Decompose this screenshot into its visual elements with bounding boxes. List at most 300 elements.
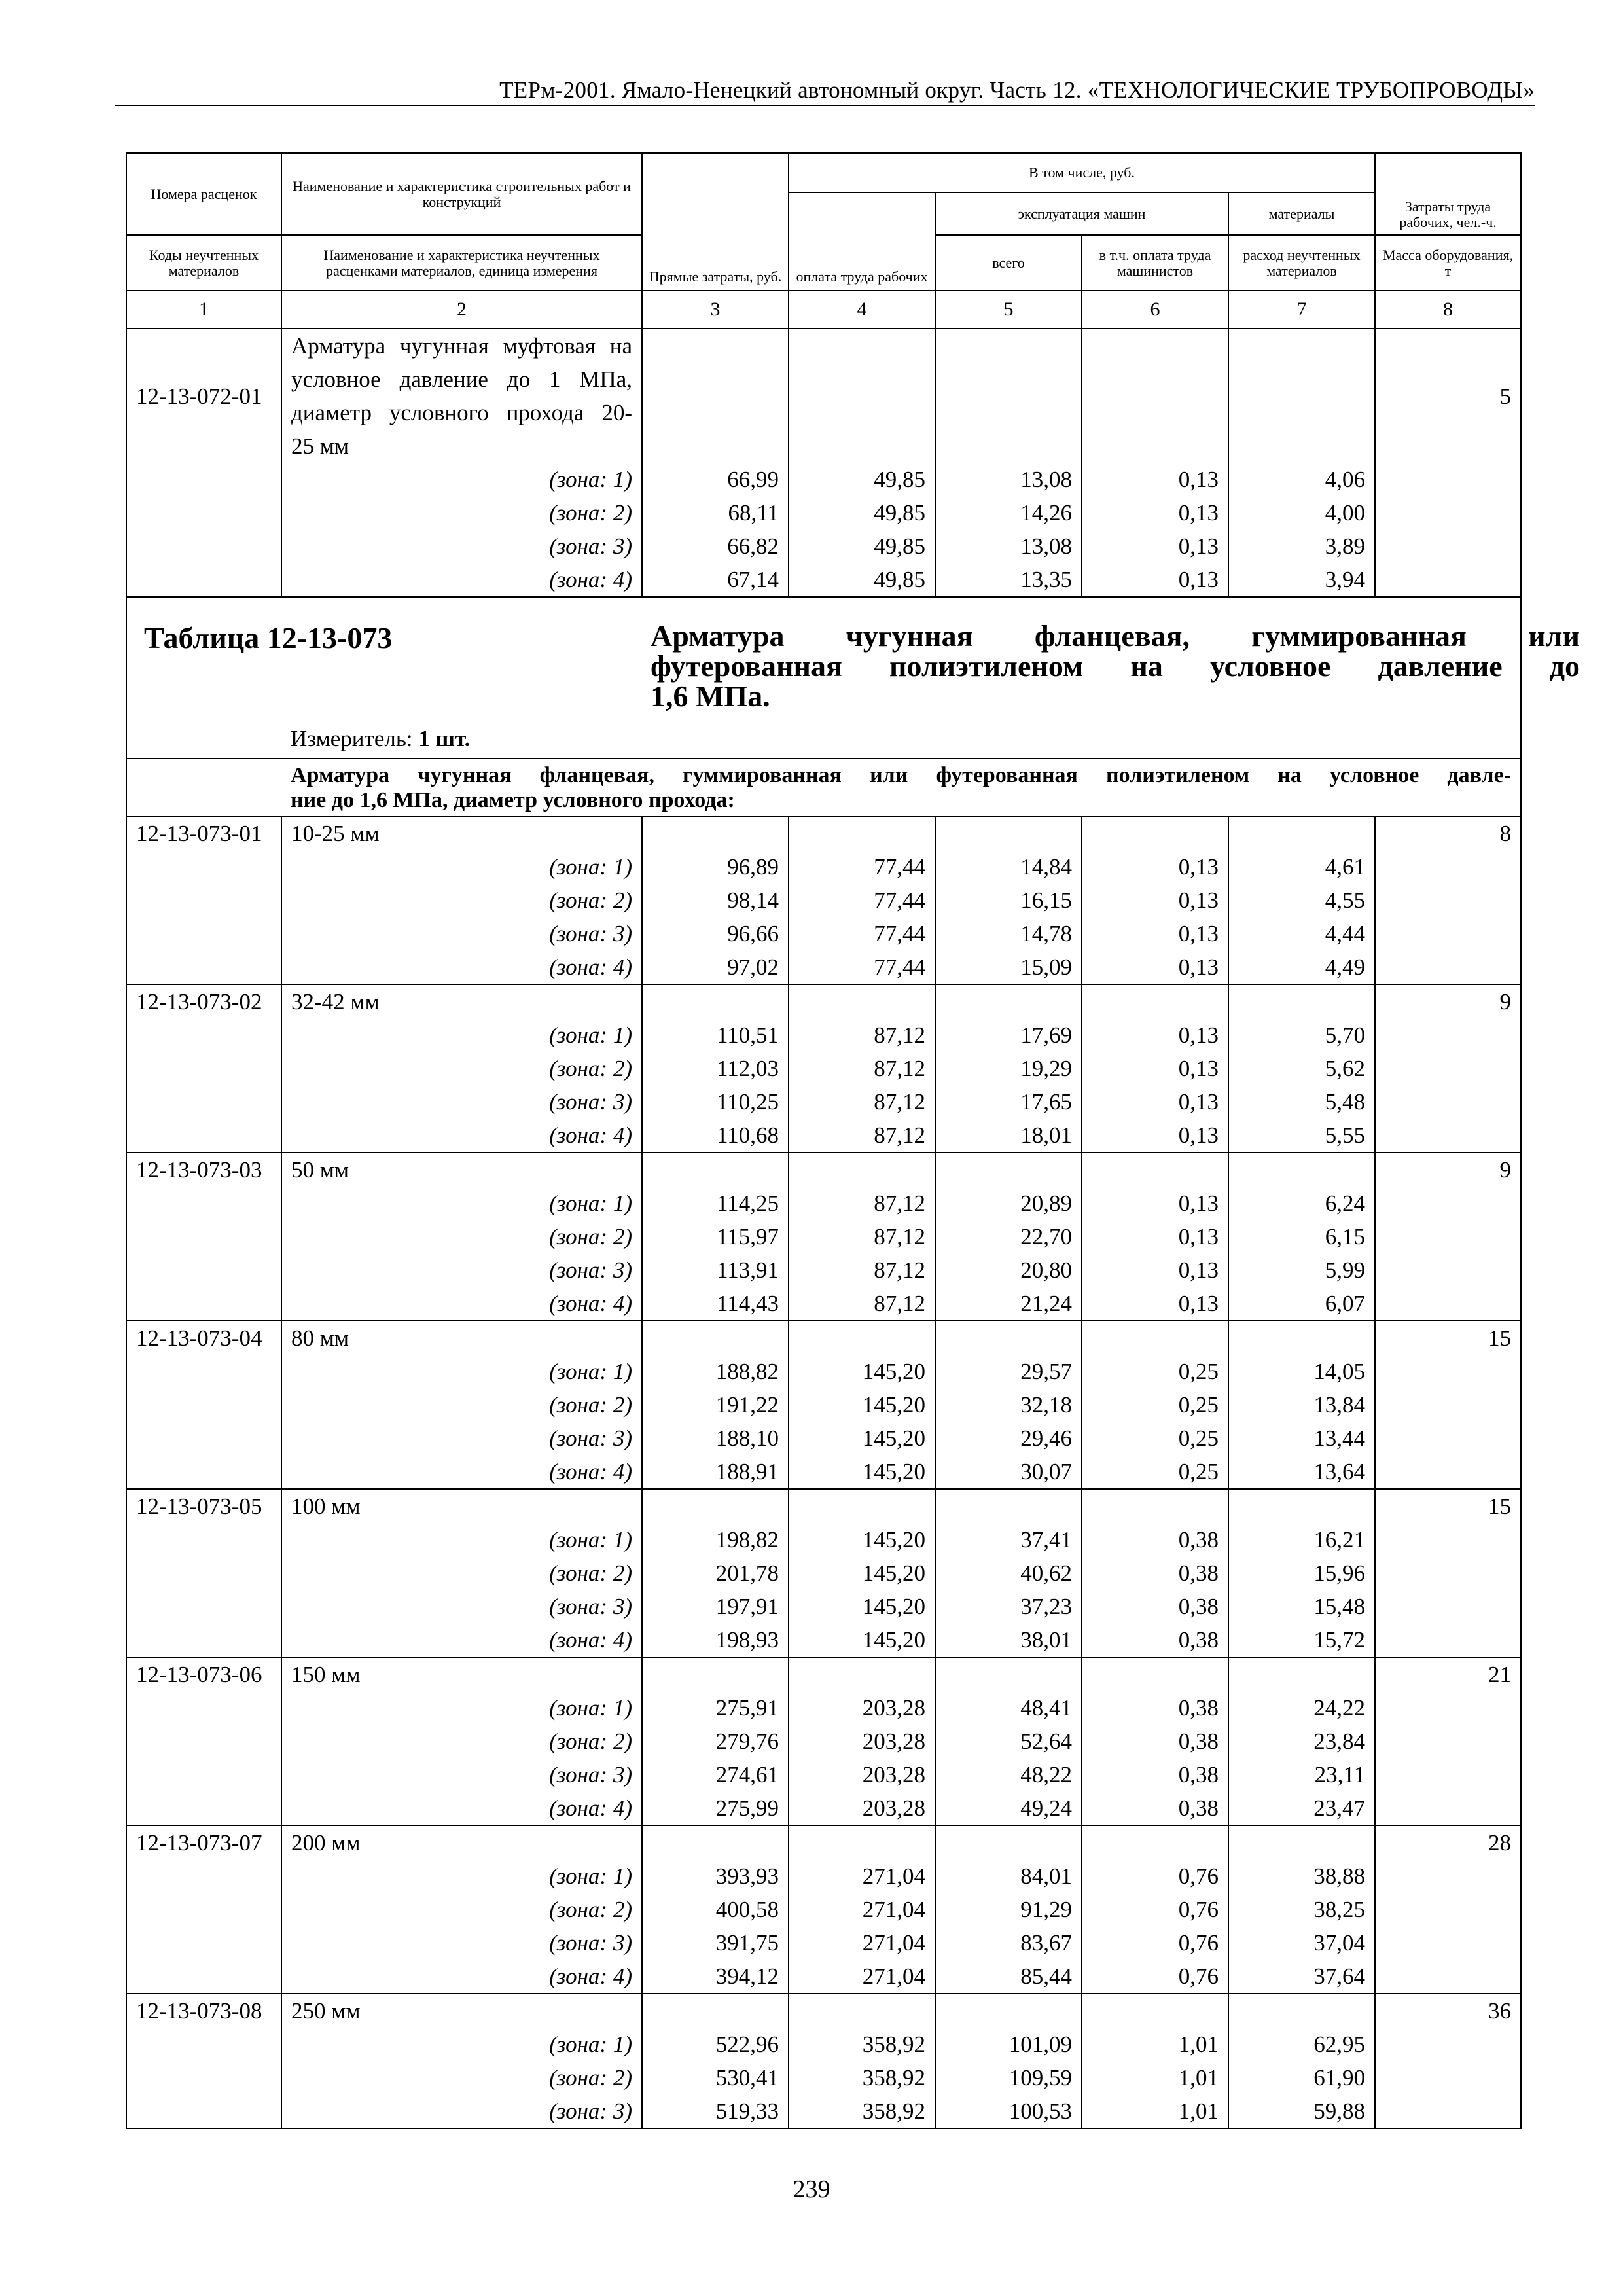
machine-cost: 85,44 bbox=[935, 1960, 1082, 1994]
machine-cost: 109,59 bbox=[935, 2061, 1082, 2094]
machine-cost: 13,35 bbox=[935, 563, 1082, 597]
rate-row bbox=[126, 329, 1521, 463]
zone-row bbox=[126, 1388, 1521, 1422]
zone-row bbox=[126, 1725, 1521, 1758]
direct-cost: 188,91 bbox=[642, 1455, 789, 1489]
rate-name: 32-42 мм bbox=[281, 984, 642, 1018]
zone-row bbox=[126, 1119, 1521, 1153]
operator-pay: 0,38 bbox=[1082, 1623, 1228, 1657]
zone-label: (зона: 2) bbox=[281, 1052, 642, 1085]
operator-pay: 0,13 bbox=[1082, 1287, 1228, 1321]
materials-cost: 6,24 bbox=[1228, 1187, 1375, 1220]
machine-cost: 15,09 bbox=[935, 950, 1082, 984]
rate-row bbox=[126, 984, 1521, 1018]
machine-cost: 21,24 bbox=[935, 1287, 1082, 1321]
materials-cost: 23,47 bbox=[1228, 1791, 1375, 1825]
operator-pay: 0,38 bbox=[1082, 1691, 1228, 1725]
zone-label: (зона: 2) bbox=[281, 496, 642, 529]
direct-cost: 114,43 bbox=[642, 1287, 789, 1321]
zone-row bbox=[126, 1758, 1521, 1791]
materials-cost: 4,55 bbox=[1228, 884, 1375, 917]
worker-pay: 49,85 bbox=[789, 563, 935, 597]
table-label: Таблица 12-13-073 bbox=[144, 621, 393, 655]
table-title-line: футерованная полиэтиленом на условное давление до bbox=[651, 649, 1580, 683]
subheader-line: ние до 1,6 МПа, диаметр условного прохода: bbox=[291, 788, 735, 812]
machine-cost: 19,29 bbox=[935, 1052, 1082, 1085]
materials-cost: 62,95 bbox=[1228, 2028, 1375, 2061]
materials-cost: 61,90 bbox=[1228, 2061, 1375, 2094]
rate-code: 12-13-073-03 bbox=[126, 1153, 281, 1187]
col-including: В том числе, руб. bbox=[789, 153, 1375, 192]
zone-label: (зона: 4) bbox=[281, 1623, 642, 1657]
labor-value: 9 bbox=[1375, 984, 1521, 1018]
operator-pay: 0,38 bbox=[1082, 1556, 1228, 1590]
worker-pay: 49,85 bbox=[789, 463, 935, 496]
direct-cost: 530,41 bbox=[642, 2061, 789, 2094]
zone-label: (зона: 3) bbox=[281, 917, 642, 950]
zone-label: (зона: 1) bbox=[281, 1691, 642, 1725]
description-line: условное давление до 1 МПа, bbox=[291, 367, 632, 392]
rate-name: 50 мм bbox=[281, 1153, 642, 1187]
rate-name: 80 мм bbox=[281, 1321, 642, 1355]
machine-cost: 101,09 bbox=[935, 2028, 1082, 2061]
zone-label: (зона: 1) bbox=[281, 1355, 642, 1388]
worker-pay: 87,12 bbox=[789, 1220, 935, 1253]
zone-label: (зона: 4) bbox=[281, 1119, 642, 1153]
direct-cost: 112,03 bbox=[642, 1052, 789, 1085]
zone-label: (зона: 3) bbox=[281, 2094, 642, 2128]
direct-cost: 198,93 bbox=[642, 1623, 789, 1657]
zone-label: (зона: 4) bbox=[281, 950, 642, 984]
materials-cost: 59,88 bbox=[1228, 2094, 1375, 2128]
zone-row bbox=[126, 1220, 1521, 1253]
zone-label: (зона: 2) bbox=[281, 1893, 642, 1926]
operator-pay: 0,13 bbox=[1082, 463, 1228, 496]
table-title bbox=[651, 621, 1580, 711]
col-equipment-mass: Масса оборудования, т bbox=[1375, 235, 1521, 291]
zone-label: (зона: 3) bbox=[281, 1926, 642, 1960]
unit-label: Измеритель: bbox=[291, 726, 413, 751]
worker-pay: 145,20 bbox=[789, 1623, 935, 1657]
direct-cost: 198,82 bbox=[642, 1523, 789, 1556]
worker-pay: 87,12 bbox=[789, 1085, 935, 1119]
worker-pay: 145,20 bbox=[789, 1523, 935, 1556]
rate-code: 12-13-073-06 bbox=[126, 1657, 281, 1691]
column-number: 3 bbox=[642, 291, 789, 329]
direct-cost: 98,14 bbox=[642, 884, 789, 917]
worker-pay: 145,20 bbox=[789, 1422, 935, 1455]
zone-label: (зона: 4) bbox=[281, 1960, 642, 1994]
rate-row bbox=[126, 1321, 1521, 1355]
direct-cost: 201,78 bbox=[642, 1556, 789, 1590]
labor-value: 21 bbox=[1375, 1657, 1521, 1691]
materials-cost: 23,84 bbox=[1228, 1725, 1375, 1758]
rate-row bbox=[126, 816, 1521, 850]
zone-row bbox=[126, 529, 1521, 563]
labor-value: 15 bbox=[1375, 1489, 1521, 1523]
zone-row bbox=[126, 1355, 1521, 1388]
labor-value: 15 bbox=[1375, 1321, 1521, 1355]
rate-code: 12-13-073-08 bbox=[126, 1994, 281, 2028]
machine-cost: 14,84 bbox=[935, 850, 1082, 884]
worker-pay: 87,12 bbox=[789, 1187, 935, 1220]
zone-label: (зона: 2) bbox=[281, 2061, 642, 2094]
labor-value: 8 bbox=[1375, 816, 1521, 850]
zone-label: (зона: 3) bbox=[281, 529, 642, 563]
direct-cost: 522,96 bbox=[642, 2028, 789, 2061]
zone-row bbox=[126, 496, 1521, 529]
zone-label: (зона: 3) bbox=[281, 1758, 642, 1791]
worker-pay: 87,12 bbox=[789, 1018, 935, 1052]
direct-cost: 274,61 bbox=[642, 1758, 789, 1791]
materials-cost: 4,49 bbox=[1228, 950, 1375, 984]
materials-cost: 37,04 bbox=[1228, 1926, 1375, 1960]
operator-pay: 0,38 bbox=[1082, 1725, 1228, 1758]
direct-cost: 519,33 bbox=[642, 2094, 789, 2128]
header-rule bbox=[115, 105, 1535, 106]
worker-pay: 145,20 bbox=[789, 1355, 935, 1388]
materials-cost: 13,84 bbox=[1228, 1388, 1375, 1422]
zone-row bbox=[126, 950, 1521, 984]
col-rate-number: Номера расценок bbox=[126, 153, 281, 235]
machine-cost: 37,41 bbox=[935, 1523, 1082, 1556]
direct-cost: 275,91 bbox=[642, 1691, 789, 1725]
machine-cost: 40,62 bbox=[935, 1556, 1082, 1590]
zone-row bbox=[126, 1791, 1521, 1825]
operator-pay: 0,13 bbox=[1082, 563, 1228, 597]
materials-cost: 15,72 bbox=[1228, 1623, 1375, 1657]
zone-row bbox=[126, 1018, 1521, 1052]
direct-cost: 67,14 bbox=[642, 563, 789, 597]
rate-row bbox=[126, 1153, 1521, 1187]
direct-cost: 68,11 bbox=[642, 496, 789, 529]
materials-cost: 5,70 bbox=[1228, 1018, 1375, 1052]
col-material-codes: Коды неучтенных материалов bbox=[126, 235, 281, 291]
column-numbers-row bbox=[126, 291, 1521, 329]
direct-cost: 96,66 bbox=[642, 917, 789, 950]
operator-pay: 0,13 bbox=[1082, 1085, 1228, 1119]
operator-pay: 0,13 bbox=[1082, 917, 1228, 950]
col-operator-pay: в т.ч. оплата труда машинистов bbox=[1082, 235, 1228, 291]
materials-cost: 5,99 bbox=[1228, 1253, 1375, 1287]
worker-pay: 271,04 bbox=[789, 1926, 935, 1960]
labor-value: 28 bbox=[1375, 1825, 1521, 1859]
zone-row bbox=[126, 850, 1521, 884]
rate-row bbox=[126, 1994, 1521, 2028]
worker-pay: 49,85 bbox=[789, 529, 935, 563]
rate-description bbox=[281, 329, 642, 463]
operator-pay: 0,38 bbox=[1082, 1590, 1228, 1623]
zone-label: (зона: 1) bbox=[281, 1523, 642, 1556]
col-worker-pay: оплата труда рабочих bbox=[789, 192, 935, 291]
worker-pay: 145,20 bbox=[789, 1556, 935, 1590]
zone-row bbox=[126, 1960, 1521, 1994]
zone-row bbox=[126, 2061, 1521, 2094]
machine-cost: 48,41 bbox=[935, 1691, 1082, 1725]
column-number: 2 bbox=[281, 291, 642, 329]
worker-pay: 77,44 bbox=[789, 884, 935, 917]
column-number: 8 bbox=[1375, 291, 1521, 329]
rate-code: 12-13-073-01 bbox=[126, 816, 281, 850]
direct-cost: 66,99 bbox=[642, 463, 789, 496]
unit-value: 1 шт. bbox=[418, 726, 471, 751]
rate-name: 100 мм bbox=[281, 1489, 642, 1523]
table-title-line: 1,6 МПа. bbox=[651, 679, 770, 713]
zone-label: (зона: 2) bbox=[281, 884, 642, 917]
zone-row bbox=[126, 1085, 1521, 1119]
materials-cost: 4,06 bbox=[1228, 463, 1375, 496]
zone-row bbox=[126, 1893, 1521, 1926]
materials-cost: 16,21 bbox=[1228, 1523, 1375, 1556]
zone-label: (зона: 3) bbox=[281, 1422, 642, 1455]
worker-pay: 87,12 bbox=[789, 1052, 935, 1085]
worker-pay: 145,20 bbox=[789, 1455, 935, 1489]
materials-cost: 13,64 bbox=[1228, 1455, 1375, 1489]
zone-row bbox=[126, 1623, 1521, 1657]
machine-cost: 20,89 bbox=[935, 1187, 1082, 1220]
machine-cost: 83,67 bbox=[935, 1926, 1082, 1960]
direct-cost: 188,10 bbox=[642, 1422, 789, 1455]
materials-cost: 3,89 bbox=[1228, 529, 1375, 563]
materials-cost: 38,25 bbox=[1228, 1893, 1375, 1926]
materials-cost: 4,00 bbox=[1228, 496, 1375, 529]
operator-pay: 1,01 bbox=[1082, 2028, 1228, 2061]
table-unit bbox=[291, 722, 470, 755]
col-total: всего bbox=[935, 235, 1082, 291]
page-number: 239 bbox=[793, 2176, 830, 2203]
direct-cost: 275,99 bbox=[642, 1791, 789, 1825]
worker-pay: 271,04 bbox=[789, 1960, 935, 1994]
machine-cost: 18,01 bbox=[935, 1119, 1082, 1153]
machine-cost: 91,29 bbox=[935, 1893, 1082, 1926]
rate-row bbox=[126, 1489, 1521, 1523]
operator-pay: 1,01 bbox=[1082, 2061, 1228, 2094]
machine-cost: 38,01 bbox=[935, 1623, 1082, 1657]
rate-code: 12-13-072-01 bbox=[126, 329, 281, 463]
zone-row bbox=[126, 463, 1521, 496]
materials-cost: 15,48 bbox=[1228, 1590, 1375, 1623]
materials-cost: 4,44 bbox=[1228, 917, 1375, 950]
col-work-name: Наименование и характеристика строительных работ и конструкций bbox=[281, 153, 642, 235]
worker-pay: 77,44 bbox=[789, 850, 935, 884]
col-labor-costs: Затраты труда рабочих, чел.-ч. bbox=[1375, 153, 1521, 235]
direct-cost: 393,93 bbox=[642, 1859, 789, 1893]
operator-pay: 0,13 bbox=[1082, 1253, 1228, 1287]
zone-row bbox=[126, 917, 1521, 950]
direct-cost: 96,89 bbox=[642, 850, 789, 884]
materials-cost: 6,15 bbox=[1228, 1220, 1375, 1253]
machine-cost: 17,69 bbox=[935, 1018, 1082, 1052]
rate-code: 12-13-073-05 bbox=[126, 1489, 281, 1523]
zone-row bbox=[126, 2094, 1521, 2128]
zone-label: (зона: 1) bbox=[281, 850, 642, 884]
operator-pay: 0,13 bbox=[1082, 884, 1228, 917]
machine-cost: 32,18 bbox=[935, 1388, 1082, 1422]
operator-pay: 0,13 bbox=[1082, 1119, 1228, 1153]
zone-row bbox=[126, 563, 1521, 597]
zone-row bbox=[126, 1859, 1521, 1893]
direct-cost: 66,82 bbox=[642, 529, 789, 563]
machine-cost: 13,08 bbox=[935, 463, 1082, 496]
worker-pay: 145,20 bbox=[789, 1590, 935, 1623]
operator-pay: 0,25 bbox=[1082, 1355, 1228, 1388]
machine-cost: 29,46 bbox=[935, 1422, 1082, 1455]
running-header: ТЕРм-2001. Ямало-Ненецкий автономный округ. Часть 12. «ТЕХНОЛОГИЧЕСКИЕ ТРУБОПРОВОДЫ» bbox=[499, 77, 1535, 103]
worker-pay: 271,04 bbox=[789, 1859, 935, 1893]
rate-code: 12-13-073-07 bbox=[126, 1825, 281, 1859]
machine-cost: 49,24 bbox=[935, 1791, 1082, 1825]
col-material-names: Наименование и характеристика неучтенных расценками материалов, единица измерения bbox=[281, 235, 642, 291]
zone-label: (зона: 4) bbox=[281, 1791, 642, 1825]
worker-pay: 87,12 bbox=[789, 1119, 935, 1153]
operator-pay: 0,25 bbox=[1082, 1422, 1228, 1455]
direct-cost: 114,25 bbox=[642, 1187, 789, 1220]
zone-label: (зона: 1) bbox=[281, 1187, 642, 1220]
direct-cost: 97,02 bbox=[642, 950, 789, 984]
worker-pay: 271,04 bbox=[789, 1893, 935, 1926]
worker-pay: 49,85 bbox=[789, 496, 935, 529]
materials-cost: 23,11 bbox=[1228, 1758, 1375, 1791]
operator-pay: 0,13 bbox=[1082, 1187, 1228, 1220]
table-heading-row bbox=[126, 597, 1521, 759]
materials-cost: 37,64 bbox=[1228, 1960, 1375, 1994]
machine-cost: 14,26 bbox=[935, 496, 1082, 529]
machine-cost: 22,70 bbox=[935, 1220, 1082, 1253]
table-title-line: Арматура чугунная фланцевая, гуммированная или bbox=[651, 619, 1580, 653]
operator-pay: 0,13 bbox=[1082, 1220, 1228, 1253]
operator-pay: 0,13 bbox=[1082, 1018, 1228, 1052]
zone-label: (зона: 2) bbox=[281, 1725, 642, 1758]
direct-cost: 191,22 bbox=[642, 1388, 789, 1422]
zone-label: (зона: 2) bbox=[281, 1556, 642, 1590]
labor-value: 9 bbox=[1375, 1153, 1521, 1187]
materials-cost: 38,88 bbox=[1228, 1859, 1375, 1893]
worker-pay: 358,92 bbox=[789, 2061, 935, 2094]
materials-cost: 15,96 bbox=[1228, 1556, 1375, 1590]
direct-cost: 110,68 bbox=[642, 1119, 789, 1153]
zone-label: (зона: 2) bbox=[281, 1220, 642, 1253]
operator-pay: 0,13 bbox=[1082, 850, 1228, 884]
worker-pay: 203,28 bbox=[789, 1725, 935, 1758]
materials-cost: 14,05 bbox=[1228, 1355, 1375, 1388]
machine-cost: 52,64 bbox=[935, 1725, 1082, 1758]
rate-code: 12-13-073-04 bbox=[126, 1321, 281, 1355]
operator-pay: 0,76 bbox=[1082, 1893, 1228, 1926]
worker-pay: 87,12 bbox=[789, 1253, 935, 1287]
worker-pay: 77,44 bbox=[789, 950, 935, 984]
operator-pay: 0,76 bbox=[1082, 1960, 1228, 1994]
machine-cost: 29,57 bbox=[935, 1355, 1082, 1388]
zone-row bbox=[126, 1253, 1521, 1287]
zone-label: (зона: 1) bbox=[281, 2028, 642, 2061]
worker-pay: 358,92 bbox=[789, 2094, 935, 2128]
worker-pay: 203,28 bbox=[789, 1758, 935, 1791]
machine-cost: 16,15 bbox=[935, 884, 1082, 917]
zone-label: (зона: 1) bbox=[281, 1018, 642, 1052]
column-number: 7 bbox=[1228, 291, 1375, 329]
zone-label: (зона: 4) bbox=[281, 563, 642, 597]
operator-pay: 0,25 bbox=[1082, 1388, 1228, 1422]
rate-code: 12-13-073-02 bbox=[126, 984, 281, 1018]
column-number: 6 bbox=[1082, 291, 1228, 329]
labor-value: 36 bbox=[1375, 1994, 1521, 2028]
machine-cost: 20,80 bbox=[935, 1253, 1082, 1287]
rate-name: 250 мм bbox=[281, 1994, 642, 2028]
worker-pay: 87,12 bbox=[789, 1287, 935, 1321]
direct-cost: 115,97 bbox=[642, 1220, 789, 1253]
zone-row bbox=[126, 1556, 1521, 1590]
labor-value: 5 bbox=[1375, 329, 1521, 463]
worker-pay: 203,28 bbox=[789, 1791, 935, 1825]
operator-pay: 1,01 bbox=[1082, 2094, 1228, 2128]
zone-label: (зона: 3) bbox=[281, 1253, 642, 1287]
table-subheader-row bbox=[126, 759, 1521, 816]
machine-cost: 84,01 bbox=[935, 1859, 1082, 1893]
zone-row bbox=[126, 1422, 1521, 1455]
zone-label: (зона: 4) bbox=[281, 1455, 642, 1489]
operator-pay: 0,76 bbox=[1082, 1926, 1228, 1960]
col-direct-costs: Прямые затраты, руб. bbox=[642, 153, 789, 291]
operator-pay: 0,25 bbox=[1082, 1455, 1228, 1489]
machine-cost: 48,22 bbox=[935, 1758, 1082, 1791]
subheader-line: Арматура чугунная фланцевая, гуммированная или футерованная полиэтиленом на условное давле- bbox=[291, 763, 1512, 787]
direct-cost: 391,75 bbox=[642, 1926, 789, 1960]
zone-label: (зона: 3) bbox=[281, 1085, 642, 1119]
column-number: 4 bbox=[789, 291, 935, 329]
col-machine-operation: эксплуатация машин bbox=[935, 192, 1228, 235]
operator-pay: 0,13 bbox=[1082, 529, 1228, 563]
description-line: Арматура чугунная муфтовая на bbox=[291, 333, 632, 359]
machine-cost: 13,08 bbox=[935, 529, 1082, 563]
materials-cost: 24,22 bbox=[1228, 1691, 1375, 1725]
zone-row bbox=[126, 1926, 1521, 1960]
zone-row bbox=[126, 1590, 1521, 1623]
rate-name: 10-25 мм bbox=[281, 816, 642, 850]
zone-row bbox=[126, 1052, 1521, 1085]
direct-cost: 394,12 bbox=[642, 1960, 789, 1994]
operator-pay: 0,38 bbox=[1082, 1758, 1228, 1791]
zone-label: (зона: 4) bbox=[281, 1287, 642, 1321]
direct-cost: 197,91 bbox=[642, 1590, 789, 1623]
materials-cost: 3,94 bbox=[1228, 563, 1375, 597]
column-number: 5 bbox=[935, 291, 1082, 329]
operator-pay: 0,38 bbox=[1082, 1791, 1228, 1825]
rate-row bbox=[126, 1825, 1521, 1859]
worker-pay: 77,44 bbox=[789, 917, 935, 950]
materials-cost: 4,61 bbox=[1228, 850, 1375, 884]
worker-pay: 358,92 bbox=[789, 2028, 935, 2061]
table-subheader bbox=[126, 759, 1521, 816]
description-line: диаметр условного прохода 20- bbox=[291, 400, 632, 425]
operator-pay: 0,38 bbox=[1082, 1523, 1228, 1556]
operator-pay: 0,13 bbox=[1082, 1052, 1228, 1085]
materials-cost: 5,48 bbox=[1228, 1085, 1375, 1119]
zone-label: (зона: 2) bbox=[281, 1388, 642, 1422]
zone-row bbox=[126, 2028, 1521, 2061]
worker-pay: 145,20 bbox=[789, 1388, 935, 1422]
col-unaccounted-materials: расход неучтенных материалов bbox=[1228, 235, 1375, 291]
zone-row bbox=[126, 1523, 1521, 1556]
materials-cost: 13,44 bbox=[1228, 1422, 1375, 1455]
zone-row bbox=[126, 1691, 1521, 1725]
direct-cost: 110,51 bbox=[642, 1018, 789, 1052]
zone-label: (зона: 1) bbox=[281, 463, 642, 496]
zone-row bbox=[126, 1187, 1521, 1220]
worker-pay: 203,28 bbox=[789, 1691, 935, 1725]
zone-label: (зона: 1) bbox=[281, 1859, 642, 1893]
machine-cost: 37,23 bbox=[935, 1590, 1082, 1623]
rate-name: 150 мм bbox=[281, 1657, 642, 1691]
